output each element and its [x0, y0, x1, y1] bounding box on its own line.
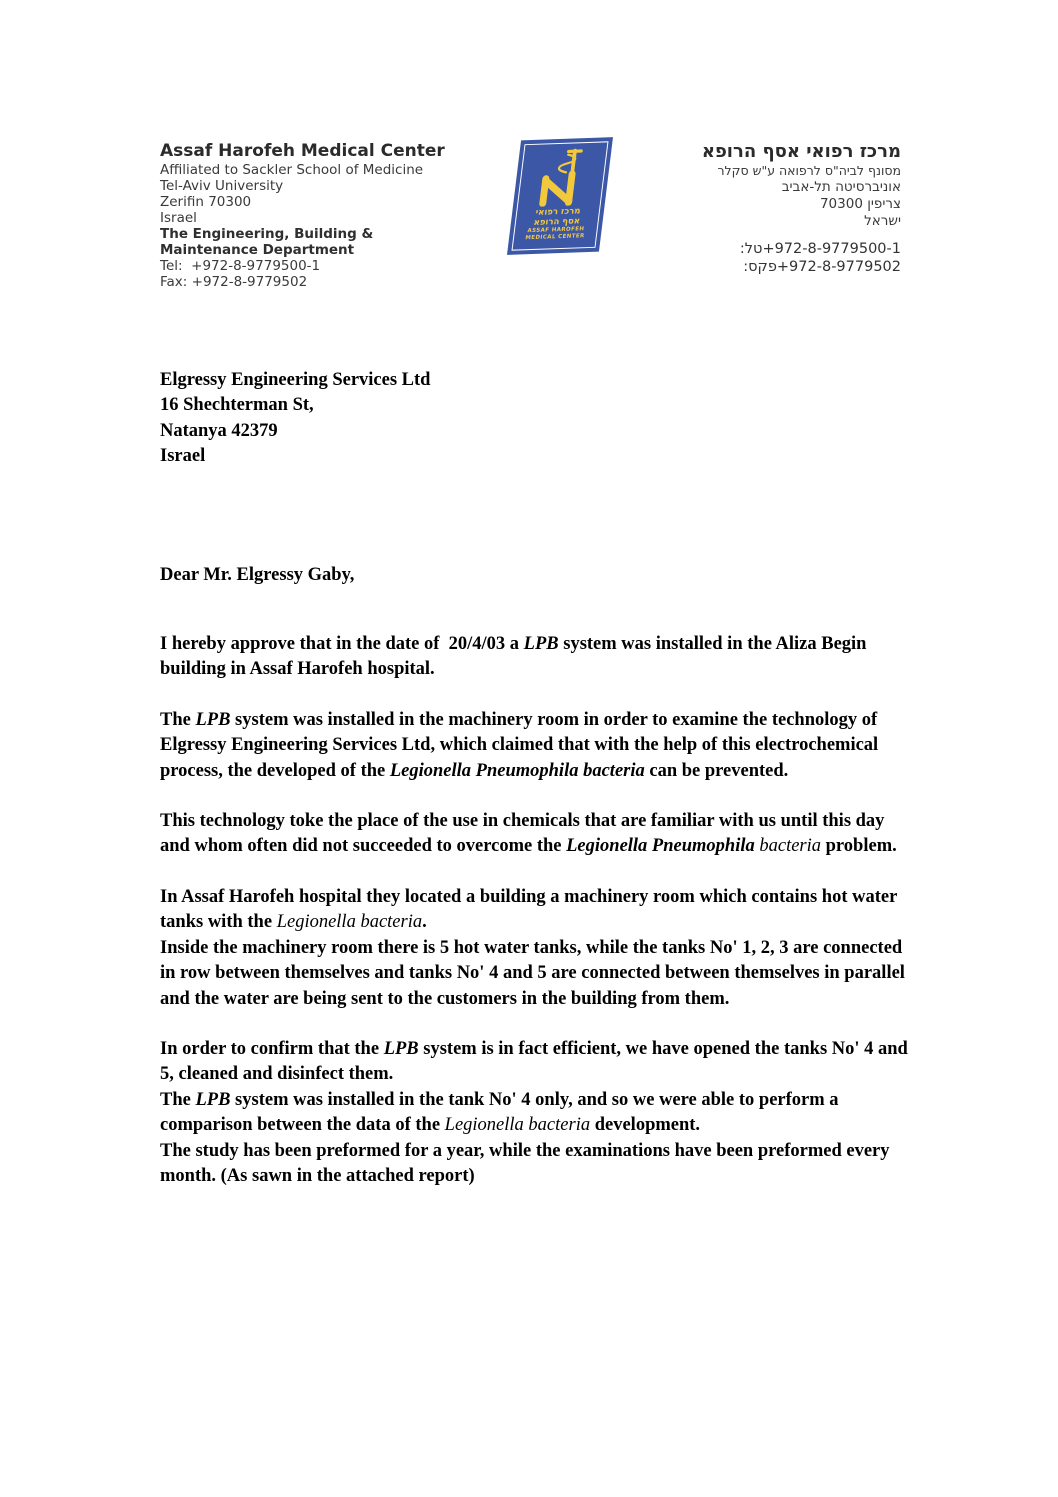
- org-university-he: אוניברסיטה תל-אביב: [781, 179, 901, 195]
- org-university: Tel-Aviv University: [160, 178, 284, 194]
- fax-line-he: [702, 259, 901, 277]
- salutation: Dear Mr. Elgressy Gaby,: [160, 564, 355, 585]
- tel-line-en: Tel: +972-8-9779500-1: [160, 258, 321, 274]
- logo-hebrew-line-2: אסף הרופא: [533, 215, 581, 228]
- recipient-address: [160, 368, 912, 470]
- logo-hebrew-line-1: מרכז רפואי: [535, 206, 582, 218]
- org-name-en: Assaf Harofeh Medical Center: [160, 141, 445, 161]
- fax-number-he: +972-8-9779502: [776, 258, 901, 275]
- org-country: Israel: [160, 210, 197, 226]
- letter-body: [160, 368, 912, 1214]
- recipient-street: 16 Shechterman St,: [160, 395, 314, 416]
- letterhead-right: [702, 141, 901, 276]
- staff-snake-aleph-icon: [527, 147, 598, 208]
- org-affiliation: Affiliated to Sackler School of Medicine: [160, 162, 424, 178]
- logo-parallelogram: [507, 137, 613, 255]
- tel-label-he: טל:: [739, 241, 763, 257]
- org-name-he: מרכז רפואי אסף הרופא: [701, 141, 901, 162]
- phone-block-he: [702, 241, 901, 276]
- org-city: Zerifin 70300: [160, 194, 252, 210]
- hospital-logo: [514, 139, 606, 253]
- tel-line-he: [702, 241, 901, 259]
- paragraph-3: This technology toke the place of the use in chemicals that are familiar with us until this day and whom often did not succeeded to overcome the Legionella Pneumophila bacteria problem.: [160, 811, 897, 857]
- recipient-city: Natanya 42379: [160, 420, 278, 441]
- fax-label-he: פקס:: [743, 258, 777, 275]
- paragraph-2: The LPB system was installed in the machinery room in order to examine the technology of Elgressy Engineering Services Ltd, which claimed that with the help of this electrochemical process, the developed of the Legionella Pneumophila bacteria can be prevented.: [160, 709, 883, 781]
- org-city-he: צריפין 70300: [819, 196, 901, 212]
- recipient-country: Israel: [160, 446, 206, 467]
- paragraph-5: In order to confirm that the LPB system is in fact efficient, we have opened the tanks No' 4 and 5, cleaned and disinfect them. The LPB system was installed in the tank No' 4 only, and so we were able to perform a comparison between the data of the Legionella bacteria development. The study has been preformed for a year, while the examinations have been preformed every month. (As sawn in the attached report): [160, 1038, 913, 1186]
- paragraph-4: In Assaf Harofeh hospital they located a building a machinery room which contains hot water tanks with the Legionella bacteria. Inside the machinery room there is 5 hot water tanks, while the tanks No' 1, 2, 3 are connected in row between themselves and tanks No' 4 and 5 are connected between themselves in parallel and the water are being sent to the customers in the building from them.: [160, 886, 910, 1009]
- logo-english-line-1: ASSAF HAROFEH: [526, 226, 585, 235]
- department-line-1: The Engineering, Building &: [160, 226, 374, 242]
- org-affiliation-he: מסונף לביה"ס לרפואה ע"ש סקלר: [717, 163, 901, 178]
- tel-number-he: +972-8-9779500-1: [762, 241, 901, 257]
- org-country-he: ישראל: [864, 213, 901, 229]
- fax-line-en: Fax: +972-8-9779502: [160, 274, 308, 290]
- letterhead-left: [160, 141, 445, 290]
- department-line-2: Maintenance Department: [160, 242, 355, 258]
- recipient-company: Elgressy Engineering Services Ltd: [160, 370, 431, 390]
- paragraph-1: I hereby approve that in the date of 20/4/03 a LPB system was installed in the Aliza Begin building in Assaf Harofeh hospital.: [160, 634, 872, 680]
- logo-english-line-2: MEDICAL CENTER: [524, 232, 585, 241]
